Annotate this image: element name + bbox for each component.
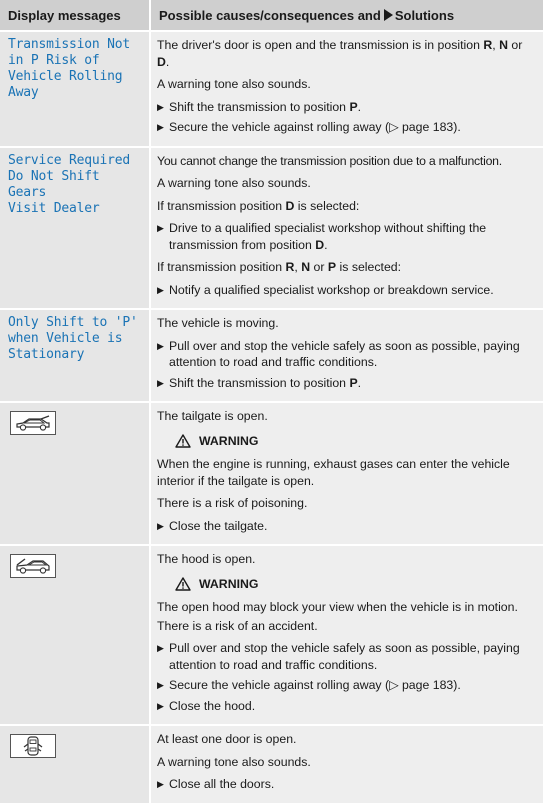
display-message-cell xyxy=(0,402,150,545)
bullet-icon: ▶ xyxy=(157,340,164,351)
solution-cell xyxy=(150,31,543,147)
table-row xyxy=(0,402,543,545)
cause-text: A warning tone also sounds. xyxy=(157,77,311,91)
tailgate-open-icon xyxy=(10,411,56,435)
cause-text: At least one door is open. xyxy=(157,732,297,746)
warning-triangle-icon xyxy=(175,434,191,448)
solution-cell xyxy=(150,545,543,725)
display-message-cell xyxy=(0,725,150,804)
cause-text: A warning tone also sounds. xyxy=(157,176,311,190)
cause-text: The tailgate is open. xyxy=(157,409,268,423)
cause-text: The hood is open. xyxy=(157,552,256,566)
solution-item: ▶ Close the hood. xyxy=(157,698,256,713)
table-row xyxy=(0,725,543,804)
header-causes-label: Possible causes/consequences and xyxy=(159,7,381,23)
display-message-cell xyxy=(0,309,150,402)
bullet-icon: ▶ xyxy=(157,779,164,789)
bullet-icon: ▶ xyxy=(157,643,164,653)
solution-item: ▶ Secure the vehicle against rolling away (▷ page 183). xyxy=(157,678,461,692)
solution-cell xyxy=(150,309,543,402)
header-causes-solutions xyxy=(150,0,543,31)
cause-text: If transmission position R, N or P is selected: xyxy=(157,260,402,274)
bullet-icon: ▶ xyxy=(157,680,164,690)
solution-item: ▶ Secure the vehicle against rolling away (▷ page 183). xyxy=(157,120,461,134)
table-row xyxy=(0,545,543,725)
solution-item: ▶ Pull over and stop the vehicle safely as soon as possible, paying attention to road and traffic conditions. xyxy=(157,641,520,672)
bullet-icon: ▶ xyxy=(157,700,164,711)
display-message-text: Transmission Not in P Risk of Vehicle Rolling Away xyxy=(8,37,131,100)
table-header-row xyxy=(0,0,543,31)
display-message-cell xyxy=(0,147,150,310)
display-message-cell xyxy=(0,31,150,147)
cause-text: The vehicle is moving. xyxy=(157,316,279,330)
solution-item: ▶ Close the tailgate. xyxy=(157,518,268,533)
cause-text: You cannot change the transmission position due to a malfunction. xyxy=(157,153,502,168)
bullet-icon: ▶ xyxy=(157,223,164,233)
hood-open-icon xyxy=(10,554,56,578)
warning-text: There is a risk of poisoning. xyxy=(157,496,308,510)
solution-cell xyxy=(150,147,543,310)
solution-item: ▶ Shift the transmission to position P. xyxy=(157,375,362,390)
bullet-icon: ▶ xyxy=(157,377,164,388)
warning-text: There is a risk of an accident. xyxy=(157,618,318,633)
warning-heading: WARNING xyxy=(157,576,537,593)
warning-text: The open hood may block your view when the vehicle is in motion. xyxy=(157,600,518,614)
table-row xyxy=(0,31,543,147)
display-message-text: Only Shift to 'P' when Vehicle is Stationary xyxy=(8,315,138,362)
bullet-icon: ▶ xyxy=(157,122,164,132)
solid-triangle-right-icon xyxy=(384,9,393,21)
solution-item: ▶ Pull over and stop the vehicle safely as soon as possible, paying attention to road and traffic conditions. xyxy=(157,338,520,369)
bullet-icon: ▶ xyxy=(157,101,164,112)
solution-item: ▶ Close all the doors. xyxy=(157,777,275,791)
bullet-icon: ▶ xyxy=(157,520,164,531)
solution-item: ▶ Shift the transmission to position P. xyxy=(157,99,362,114)
table-row xyxy=(0,309,543,402)
cause-text: If transmission position D is selected: xyxy=(157,198,360,213)
warning-text: When the engine is running, exhaust gases can enter the vehicle interior if the tailgate is open. xyxy=(157,457,510,488)
display-message-cell xyxy=(0,545,150,725)
solution-cell xyxy=(150,402,543,545)
warning-heading: WARNING xyxy=(157,433,537,450)
solution-item: ▶ Notify a qualified specialist workshop or breakdown service. xyxy=(157,282,494,297)
header-solutions-label: Solutions xyxy=(394,7,455,23)
display-message-text: Service Required Do Not Shift Gears Visit Dealer xyxy=(8,152,131,216)
warning-triangle-icon xyxy=(175,577,191,591)
table-row xyxy=(0,147,543,310)
cause-text: The driver's door is open and the transmission is in position R, N or D. xyxy=(157,38,523,69)
header-display-messages: Display messages xyxy=(0,0,150,31)
solution-cell xyxy=(150,725,543,804)
bullet-icon: ▶ xyxy=(157,284,164,295)
door-open-icon xyxy=(10,734,56,758)
solution-item: ▶ Drive to a qualified specialist workshop without shifting the transmission from position D. xyxy=(157,221,487,252)
cause-text: A warning tone also sounds. xyxy=(157,754,311,769)
